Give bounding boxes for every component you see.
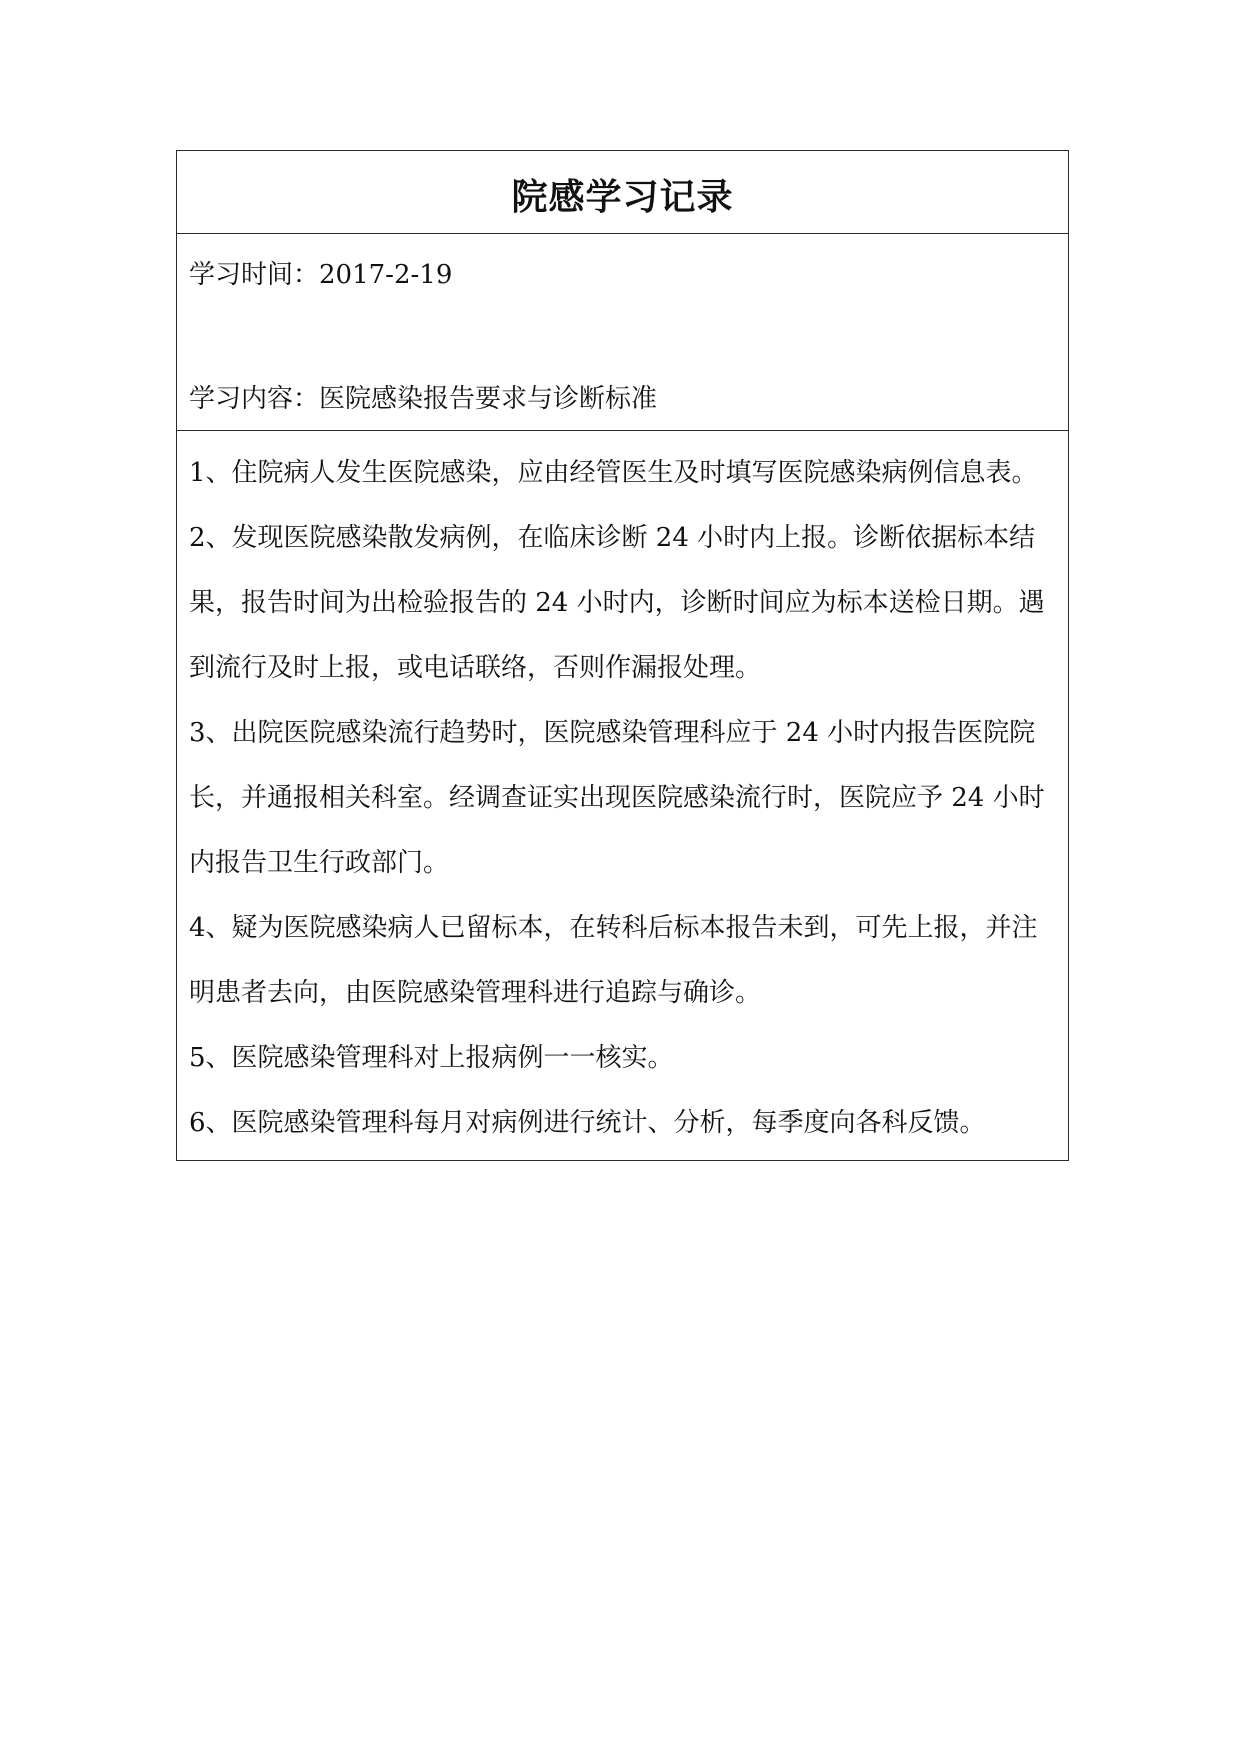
list-item: 2、发现医院感染散发病例，在临床诊断 24 小时内上报。诊断依据标本结果，报告时间为出检验报告的 24 小时内，诊断时间应为标本送检日期。遇到流行及时上报，或电话联络，否则作漏报处理。 <box>189 523 1045 683</box>
list-item: 4、疑为医院感染病人已留标本，在转科后标本报告未到，可先上报，并注明患者去向，由医院感染管理科进行追踪与确诊。 <box>189 913 1038 1008</box>
items-section <box>177 431 1068 1160</box>
title-row <box>177 151 1068 234</box>
meta-row <box>177 234 1068 431</box>
study-content-line <box>189 378 657 415</box>
study-content-label: 学习内容： <box>189 384 320 414</box>
study-time-value: 2017-2-19 <box>319 260 453 290</box>
list-item: 1、住院病人发生医院感染，应由经管医生及时填写医院感染病例信息表。 <box>189 458 1038 488</box>
list-item: 5、医院感染管理科对上报病例一一核实。 <box>189 1043 674 1073</box>
study-content-value: 医院感染报告要求与诊断标准 <box>319 384 658 414</box>
study-time-line <box>189 254 452 291</box>
document-title: 院感学习记录 <box>511 176 734 218</box>
list-item: 3、出院医院感染流行趋势时，医院感染管理科应于 24 小时内报告医院院长，并通报相关科室。经调查证实出现医院感染流行时，医院应予 24 小时内报告卫生行政部门。 <box>189 718 1045 878</box>
study-time-label: 学习时间： <box>189 260 320 290</box>
list-item: 6、医院感染管理科每月对病例进行统计、分析，每季度向各科反馈。 <box>189 1108 986 1138</box>
study-record-table <box>176 150 1069 1161</box>
